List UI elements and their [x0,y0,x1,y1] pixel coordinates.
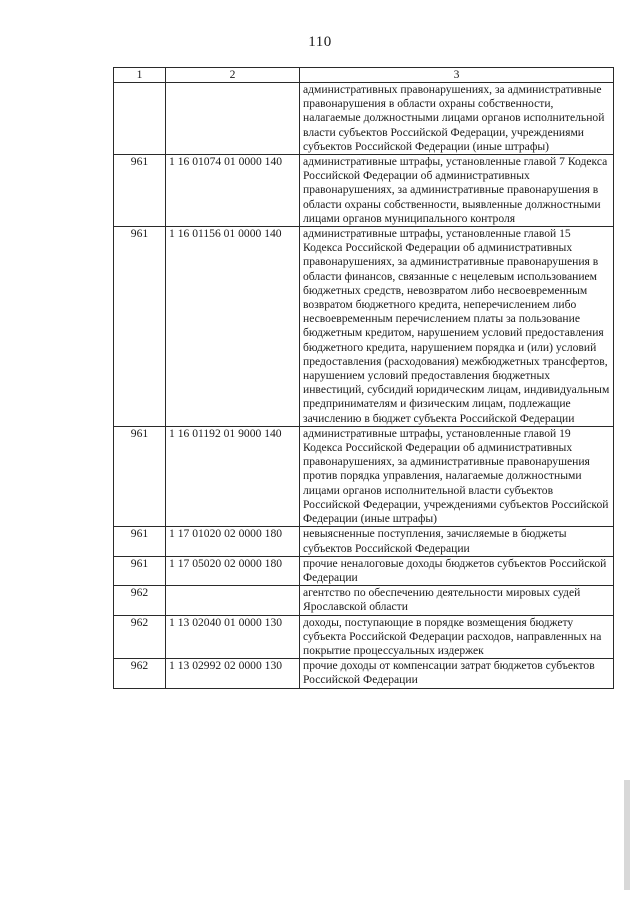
admin-code-cell: 962 [114,586,166,615]
revenue-code-cell: 1 13 02992 02 0000 130 [166,659,300,688]
description-cell: административных правонарушениях, за административные правонарушения в области охраны собственности, налагаемые должностными лицами органов исполнительной власти субъектов Российской Федерации, учреждениями субъектов Российской Федерации (иные штрафы) [300,83,614,155]
revenue-code-cell: 1 16 01192 01 9000 140 [166,426,300,526]
revenue-code-cell [166,83,300,155]
revenue-code-cell: 1 17 05020 02 0000 180 [166,556,300,585]
budget-revenue-table [113,67,614,689]
description-cell: административные штрафы, установленные главой 19 Кодекса Российской Федерации об административных правонарушениях, за административные правонарушения против порядка управления, налагаемые должностными лицами органов исполнительной власти субъектов Российской Федерации, учреждениями субъектов Российской Федерации (иные штрафы) [300,426,614,526]
header-col-3: 3 [300,68,614,83]
admin-code-cell: 962 [114,659,166,688]
description-cell: невыясненные поступления, зачисляемые в бюджеты субъектов Российской Федерации [300,527,614,556]
revenue-code-cell: 1 17 01020 02 0000 180 [166,527,300,556]
description-cell: агентство по обеспечению деятельности мировых судей Ярославской области [300,586,614,615]
description-cell: прочие неналоговые доходы бюджетов субъектов Российской Федерации [300,556,614,585]
description-cell: доходы, поступающие в порядке возмещения бюджету субъекта Российской Федерации расходов, направленных на покрытие процессуальных издержек [300,615,614,659]
admin-code-cell: 962 [114,615,166,659]
revenue-code-cell [166,586,300,615]
table-row [114,586,614,615]
description-cell: административные штрафы, установленные главой 15 Кодекса Российской Федерации об административных правонарушениях, за административные правонарушения в области финансов, связанные с нецелевым использованием бюджетных средств, невозвратом либо несвоевременным возвратом бюджетного кредита, неперечислением либо несвоевременным перечислением платы за пользование бюджетным кредитом, нарушением условий предоставления бюджетного кредита, нарушением порядка и (или) условий предоставления (расходования) межбюджетных трансфертов, нарушением условий предоставления бюджетных инвестиций, субсидий юридическим лицам, индивидуальным предпринимателям и физическим лицам, подлежащие зачислению в бюджет субъекта Российской Федерации [300,227,614,427]
page-number: 110 [308,34,332,50]
table-body [114,83,614,689]
admin-code-cell [114,83,166,155]
revenue-code-cell: 1 16 01156 01 0000 140 [166,227,300,427]
revenue-code-cell: 1 13 02040 01 0000 130 [166,615,300,659]
admin-code-cell: 961 [114,426,166,526]
admin-code-cell: 961 [114,227,166,427]
header-col-1: 1 [114,68,166,83]
table-row [114,83,614,155]
header-row [114,68,614,83]
table-row [114,527,614,556]
description-cell: административные штрафы, установленные главой 7 Кодекса Российской Федерации об административных правонарушениях, за административные правонарушения в области охраны собственности, выявленные должностными лицами органов муниципального контроля [300,155,614,227]
table-row [114,615,614,659]
table-row [114,155,614,227]
admin-code-cell: 961 [114,556,166,585]
admin-code-cell: 961 [114,527,166,556]
description-cell: прочие доходы от компенсации затрат бюджетов субъектов Российской Федерации [300,659,614,688]
admin-code-cell: 961 [114,155,166,227]
table-header [114,68,614,83]
table-row [114,426,614,526]
header-col-2: 2 [166,68,300,83]
revenue-code-cell: 1 16 01074 01 0000 140 [166,155,300,227]
table-row [114,659,614,688]
scan-margin-mark [624,780,630,890]
table-row [114,556,614,585]
table-row [114,227,614,427]
